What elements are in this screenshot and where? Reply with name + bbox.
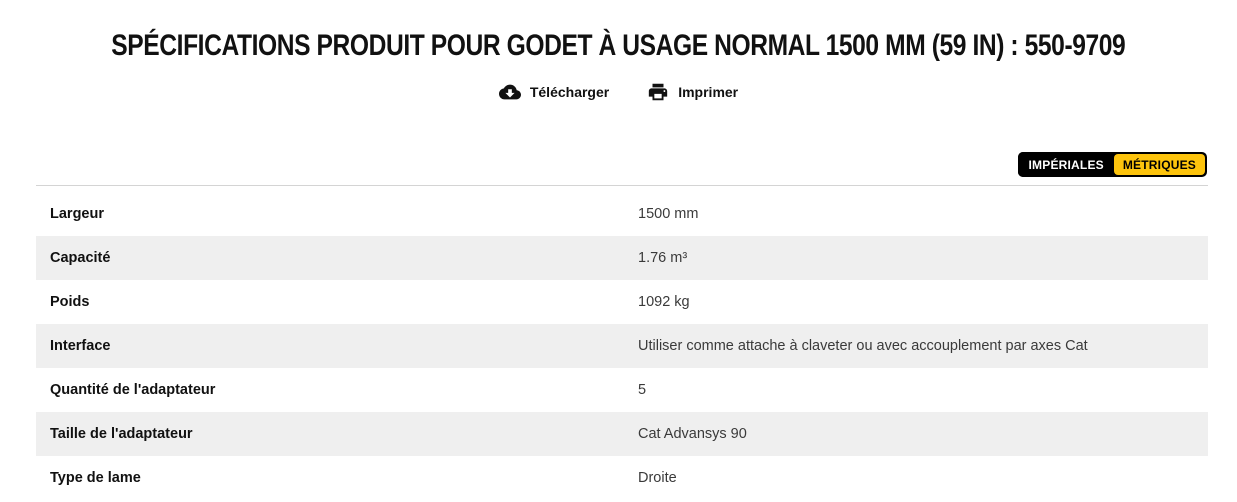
page-title: SPÉCIFICATIONS PRODUIT POUR GODET À USAGE NORMAL 1500 MM (59 IN) : 550-9709 [111,29,1126,62]
table-row [36,412,1208,456]
spec-value: 1.76 m³ [638,250,688,266]
print-button[interactable] [647,81,738,103]
imperial-units-button[interactable]: IMPÉRIALES [1018,152,1112,177]
table-row [36,324,1208,368]
spec-value: 5 [638,382,647,398]
metric-units-button[interactable]: MÉTRIQUES [1114,154,1205,175]
print-label: Imprimer [678,84,739,100]
download-button[interactable] [499,81,609,103]
download-label: Télécharger [529,84,610,100]
spec-table [36,185,1208,500]
cloud-download-icon [499,81,521,103]
table-row [36,368,1208,412]
unit-toggle-container [1018,152,1207,177]
title-container [0,0,1237,62]
spec-label: Poids [50,294,90,310]
spec-label: Type de lame [50,470,141,486]
spec-label: Quantité de l'adaptateur [50,382,216,398]
spec-value: Cat Advansys 90 [638,426,747,442]
table-row [36,192,1208,236]
printer-icon [647,81,669,103]
spec-value: 1500 mm [638,206,699,222]
table-row [36,236,1208,280]
table-row [36,280,1208,324]
spec-label: Taille de l'adaptateur [50,426,193,442]
spec-value: Droite [638,470,677,486]
table-row [36,456,1208,500]
spec-label: Largeur [50,206,104,222]
spec-label: Interface [50,338,111,354]
spec-value: Utiliser comme attache à claveter ou avec accouplement par axes Cat [638,338,1088,354]
spec-value: 1092 kg [638,294,690,310]
actions-row [0,81,1237,103]
spec-label: Capacité [50,250,111,266]
unit-toggle [1018,152,1207,177]
